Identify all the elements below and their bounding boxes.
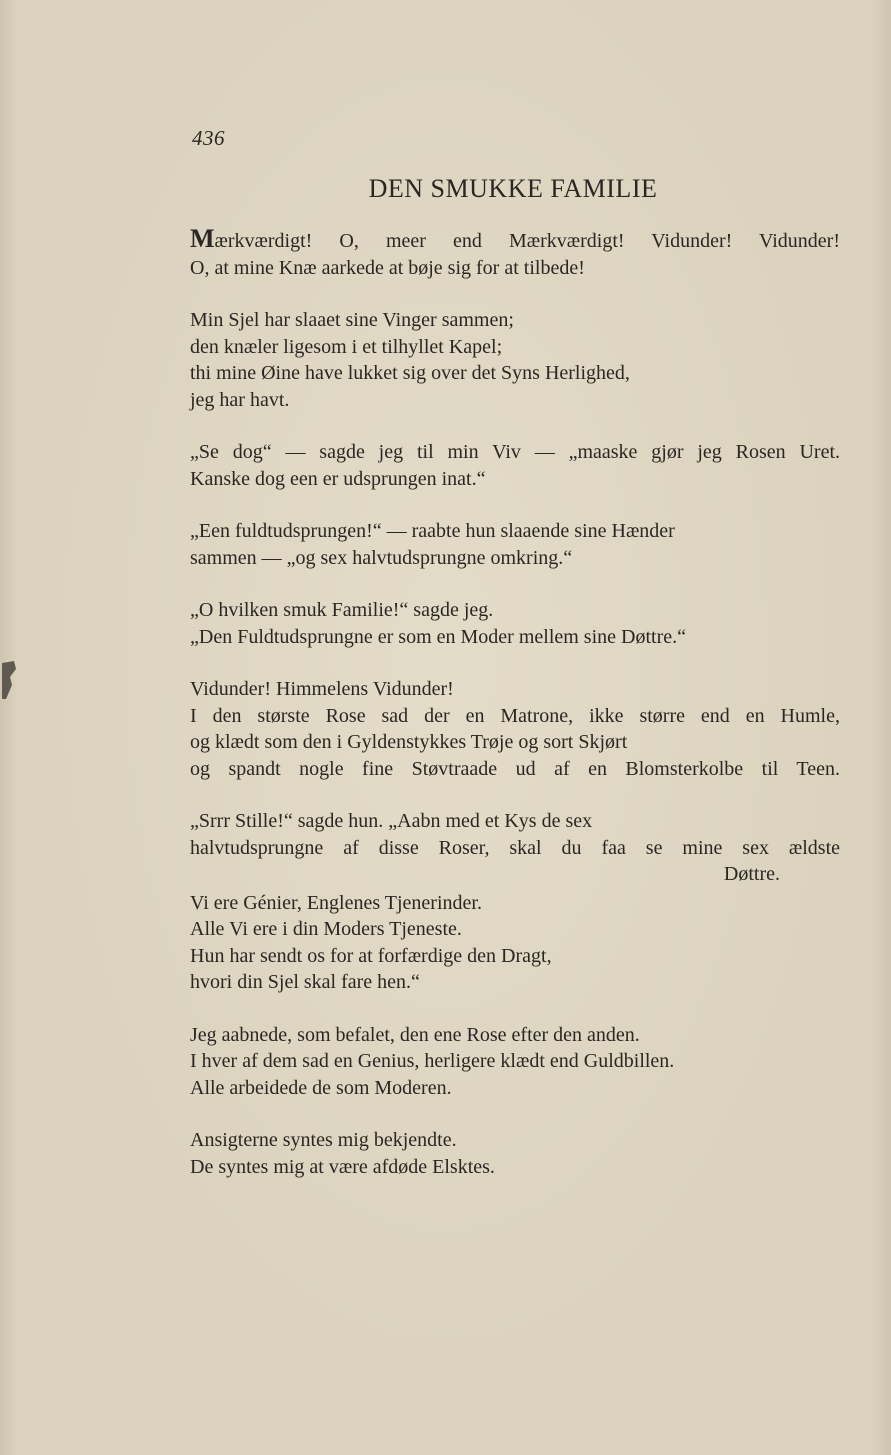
poem-line: „Se dog“ — sagde jeg til min Viv — „maaske gjør jeg Rosen Uret. (190, 441, 840, 463)
page-title: DEN SMUKKE FAMILIE (368, 174, 658, 203)
poem-line: Alle arbeidede de som Moderen. (190, 1076, 452, 1099)
poem-line: Hun har sendt os for at forfærdige den Dragt, (190, 944, 552, 967)
poem-line: halvtudsprungne af disse Roser, skal du faa se mine sex ældste (190, 836, 840, 859)
poem-line: hvori din Sjel skal fare hen.“ (190, 971, 420, 993)
poem-line: Kanske dog een er udsprungen inat.“ (190, 467, 486, 490)
drop-cap: M (190, 224, 215, 253)
poem-line: og klædt som den i Gyldenstykkes Trøje og sort Skjørt (190, 731, 628, 753)
poem-line: „Een fuldtudsprungen!“ — raabte hun slaaende sine Hænder (190, 520, 675, 542)
poem-line: Vidunder! Himmelens Vidunder! (190, 678, 454, 700)
poem-line: jeg har havt. (190, 388, 290, 411)
poem-line: Mærkværdigt! O, meer end Mærkværdigt! Vidunder! Vidunder! (190, 224, 840, 253)
poem-line: Vi ere Génier, Englenes Tjenerinder. (190, 891, 482, 914)
stanza (190, 1127, 840, 1180)
poem-body (190, 226, 840, 1206)
stanza (190, 597, 840, 650)
stanza (190, 890, 840, 996)
poem-line: I hver af dem sad en Genius, herligere klædt end Guldbillen. (190, 1050, 675, 1072)
stanza (190, 439, 840, 492)
stanza (190, 307, 840, 413)
poem-line: Min Sjel har slaaet sine Vinger sammen; (190, 309, 514, 331)
binding-mark-icon (0, 655, 18, 705)
poem-line: Jeg aabnede, som befalet, den ene Rose efter den anden. (190, 1023, 640, 1046)
poem-line: thi mine Øine have lukket sig over det Syns Herlighed, (190, 362, 630, 384)
poem-line: „O hvilken smuk Familie!“ sagde jeg. (190, 599, 494, 621)
poem-line: I den største Rose sad der en Matrone, ikke større end en Humle, (190, 704, 840, 727)
poem-line: „Den Fuldtudsprungne er som en Moder mellem sine Døttre.“ (190, 625, 686, 648)
poem-line: Alle Vi ere i din Moders Tjeneste. (190, 918, 462, 940)
poem-line: O, at mine Knæ aarkede at bøje sig for at tilbede! (190, 256, 585, 279)
page-number: 436 (192, 126, 225, 150)
stanza (190, 1022, 840, 1102)
stanza (190, 676, 840, 782)
stanza (190, 226, 840, 281)
poem-line: „Srrr Stille!“ sagde hun. „Aabn med et Kys de sex (190, 810, 593, 832)
poem-line: og spandt nogle fine Støvtraade ud af en Blomsterkolbe til Teen. (190, 757, 840, 780)
stanza (190, 518, 840, 571)
poem-line: De syntes mig at være afdøde Elsktes. (190, 1155, 495, 1178)
poem-line: den knæler ligesom i et tilhyllet Kapel; (190, 335, 503, 358)
poem-line: sammen — „og sex halvtudsprungne omkring.“ (190, 546, 573, 569)
poem-line: Ansigterne syntes mig bekjendte. (190, 1129, 457, 1151)
stanza (190, 808, 840, 888)
poem-line-continuation: Døttre. (723, 863, 780, 885)
